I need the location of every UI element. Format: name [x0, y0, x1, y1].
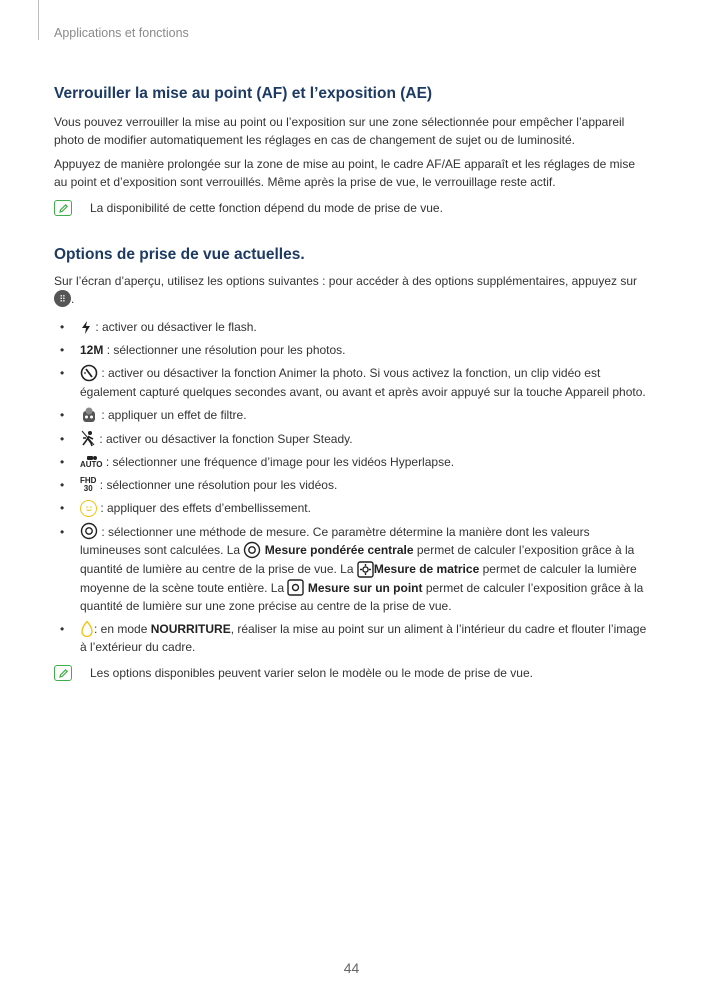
note-text: Les options disponibles peuvent varier selon le modèle ou le mode de prise de vue.: [90, 666, 533, 681]
video-resolution-fhd-label: • FHD: [80, 476, 97, 486]
note-options-vary: [54, 664, 650, 682]
page-content: [54, 84, 650, 682]
video-resolution-description: : sélectionner une résolution pour les vidéos.: [99, 478, 338, 493]
list-item-beauty: [54, 499, 650, 517]
flash-icon: [80, 320, 92, 335]
list-item-video-resolution: [54, 476, 650, 494]
matrix-metering-icon: [357, 561, 374, 578]
food-mode-label: NOURRITURE: [150, 621, 231, 636]
filter-icon: [80, 406, 98, 424]
page-number: 44: [343, 960, 360, 976]
super-steady-description: : activer ou désactiver la fonction Super Steady.: [99, 431, 353, 446]
metering-description-c: permet de calculer la lumière moyenne de la scène toute entière. La: [80, 562, 637, 595]
list-item-motion-photo: [54, 364, 650, 401]
note-text: La disponibilité de cette fonction dépend du mode de prise de vue.: [90, 201, 443, 215]
motion-photo-icon: [80, 364, 98, 382]
hyperlapse-description: : sélectionner une fréquence d’image pour les vidéos Hyperlapse.: [105, 455, 455, 470]
paragraph-options-intro: [54, 272, 650, 308]
list-item-metering: [54, 523, 650, 615]
hyperlapse-auto-label: • AUTO: [80, 460, 103, 470]
food-description-a: : en mode: [94, 621, 148, 636]
resolution-description: : sélectionner une résolution pour les photos.: [106, 343, 346, 358]
hyperlapse-icon: [80, 455, 103, 469]
spot-metering-label: Mesure sur un point: [307, 580, 423, 595]
header-rule: [38, 0, 39, 40]
motion-photo-description: : activer ou désactiver la fonction Animer la photo. Si vous activez la fonction, un clip vidéo est également capturé quelques secondes avant, ou avant et après avoir appuyé sur la touche Appareil photo.: [80, 366, 646, 400]
options-intro-text: Sur l’écran d’aperçu, utilisez les options suivantes : pour accéder à des options supplémentaires, appuyez sur: [54, 274, 637, 288]
metering-description-b: permet de calculer l’exposition grâce à la quantité de lumière au centre de la prise de vue. La: [80, 543, 635, 577]
list-item-food-focus: [54, 620, 650, 656]
note-availability: [54, 199, 650, 217]
paragraph-af-ae-lock: Appuyez de manière prolongée sur la zone de mise au point, le cadre AF/AE apparaît et les réglages de mise au point et d’exposition sont verrouillés. Même après la prise de vue, le verrouillage reste actif.: [54, 157, 636, 189]
options-intro-end: .: [71, 292, 75, 306]
metering-description-d: permet de calculer l’exposition grâce à la quantité de lumière sur une zone précise au centre de la prise de vue.: [80, 580, 644, 613]
beauty-face-icon: [80, 500, 97, 517]
section-header: Applications et fonctions: [54, 26, 189, 40]
section-title-options: Options de prise de vue actuelles.: [54, 246, 305, 263]
section-title-af-ae: Verrouiller la mise au point (AF) et l’exposition (AE): [54, 85, 433, 102]
super-steady-icon: [80, 430, 96, 447]
spot-metering-icon: [287, 579, 304, 596]
filter-description: : appliquer un effet de filtre.: [101, 408, 247, 423]
list-item-flash: [54, 318, 650, 336]
note-pencil-icon: [54, 665, 72, 681]
center-weighted-metering-label: Mesure pondérée centrale: [264, 543, 414, 558]
flash-description: : activer ou désactiver le flash.: [95, 320, 257, 335]
video-resolution-fps-label: 30: [83, 484, 93, 494]
matrix-metering-label: Mesure de matrice: [373, 562, 480, 577]
paragraph-af-ae-intro: Vous pouvez verrouiller la mise au point ou l’exposition sur une zone sélectionnée pour empêcher l’appareil photo de modifier automatiquement les réglages en cas de changement de sujet ou de luminosité.: [54, 115, 625, 147]
note-pencil-icon: [54, 200, 72, 216]
metering-icon: [80, 522, 98, 540]
resolution-label: 12M: [80, 343, 104, 358]
center-weighted-metering-icon: [243, 541, 261, 559]
video-resolution-icon: [80, 477, 96, 493]
list-item-resolution: [54, 341, 650, 359]
list-item-hyperlapse: [54, 453, 650, 471]
list-item-filter: [54, 406, 650, 425]
food-description-b: , réaliser la mise au point sur un aliment à l’intérieur du cadre et flouter l’image à l’extérieur du cadre.: [80, 621, 647, 655]
beauty-description: : appliquer des effets d’embellissement.: [100, 501, 311, 516]
list-item-super-steady: [54, 430, 650, 448]
more-options-icon[interactable]: ⠿: [54, 290, 71, 307]
metering-description-a: : sélectionner une méthode de mesure. Ce paramètre détermine la manière dont les valeurs lumineuses sont calculées. La: [80, 524, 590, 558]
options-list: [54, 318, 650, 656]
food-focus-icon: [80, 620, 94, 637]
